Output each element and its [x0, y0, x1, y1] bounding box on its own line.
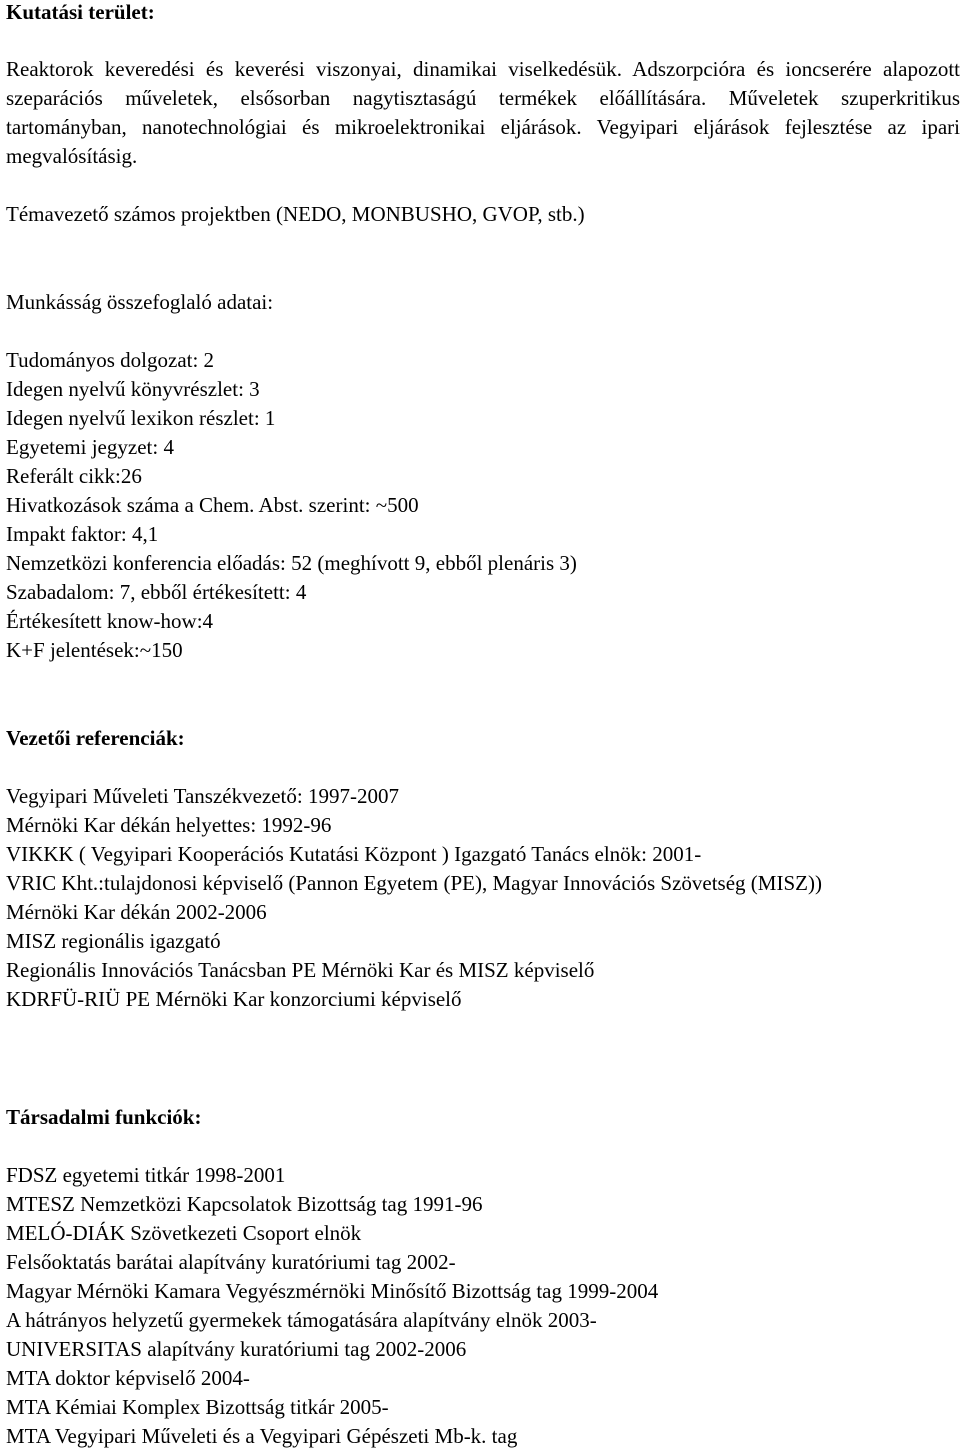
summary-section	[6, 288, 960, 317]
list-item: Hivatkozások száma a Chem. Abst. szerint: ~500	[6, 493, 419, 517]
research-paragraph-block	[6, 55, 960, 171]
list-item: MTA Vegyipari Műveleti és a Vegyipari Gépészeti Mb-k. tag	[6, 1424, 518, 1448]
research-section	[6, 0, 960, 27]
leadership-list	[6, 782, 960, 1014]
list-item: Idegen nyelvű könyvrészlet: 3	[6, 377, 260, 401]
list-item: MELÓ-DIÁK Szövetkezeti Csoport elnök	[6, 1221, 362, 1245]
research-projects-block	[6, 200, 960, 229]
list-item: Értékesített know-how:4	[6, 609, 214, 633]
list-item: Idegen nyelvű lexikon részlet: 1	[6, 406, 276, 430]
list-item: Tudományos dolgozat: 2	[6, 348, 215, 372]
summary-list	[6, 346, 960, 665]
leadership-section	[6, 724, 960, 753]
list-item: Impakt faktor: 4,1	[6, 522, 159, 546]
research-projects: Témavezető számos projektben (NEDO, MONBUSHO, GVOP, stb.)	[6, 202, 585, 226]
list-item: MTA Kémiai Komplex Bizottság titkár 2005-	[6, 1395, 389, 1419]
list-item: Referált cikk:26	[6, 464, 142, 488]
list-item: MISZ regionális igazgató	[6, 929, 221, 953]
list-item: Magyar Mérnöki Kamara Vegyészmérnöki Minősítő Bizottság tag 1999-2004	[6, 1279, 659, 1303]
list-item: MTESZ Nemzetközi Kapcsolatok Bizottság tag 1991-96	[6, 1192, 483, 1216]
list-item: Regionális Innovációs Tanácsban PE Mérnöki Kar és MISZ képviselő	[6, 958, 595, 982]
list-item: Vegyipari Műveleti Tanszékvezető: 1997-2007	[6, 784, 399, 808]
list-item: A hátrányos helyzetű gyermekek támogatására alapítvány elnök 2003-	[6, 1308, 597, 1332]
social-section	[6, 1103, 960, 1132]
research-paragraph: Reaktorok keveredési és keverési viszonyai, dinamikai viselkedésük. Adszorpcióra és ioncserére alapozott szeparációs műveletek, elsősorban nagytisztaságú termékek előállítására. Műveletek szuperkritikus tartományban, nanotechnológiai és mikroelektronikai eljárások. Vegyipari eljárások fejlesztése az ipari megvalósításig.	[6, 57, 960, 168]
list-item: Szabadalom: 7, ebből értékesített: 4	[6, 580, 307, 604]
summary-heading: Munkásság összefoglaló adatai:	[6, 290, 274, 314]
research-heading: Kutatási terület:	[6, 0, 155, 24]
list-item: VIKKK ( Vegyipari Kooperációs Kutatási Központ ) Igazgató Tanács elnök: 2001-	[6, 842, 702, 866]
social-list	[6, 1161, 960, 1451]
list-item: Egyetemi jegyzet: 4	[6, 435, 174, 459]
list-item: K+F jelentések:~150	[6, 638, 183, 662]
list-item: Mérnöki Kar dékán helyettes: 1992-96	[6, 813, 332, 837]
list-item: VRIC Kht.:tulajdonosi képviselő (Pannon Egyetem (PE), Magyar Innovációs Szövetség (MISZ))	[6, 871, 822, 895]
social-heading: Társadalmi funkciók:	[6, 1105, 202, 1129]
list-item: KDRFÜ-RIÜ PE Mérnöki Kar konzorciumi képviselő	[6, 987, 462, 1011]
list-item: MTA doktor képviselő 2004-	[6, 1366, 250, 1390]
list-item: UNIVERSITAS alapítvány kuratóriumi tag 2002-2006	[6, 1337, 467, 1361]
leadership-heading: Vezetői referenciák:	[6, 726, 185, 750]
list-item: Mérnöki Kar dékán 2002-2006	[6, 900, 267, 924]
list-item: Felsőoktatás barátai alapítvány kuratóriumi tag 2002-	[6, 1250, 456, 1274]
list-item: Nemzetközi konferencia előadás: 52 (meghívott 9, ebből plenáris 3)	[6, 551, 577, 575]
list-item: FDSZ egyetemi titkár 1998-2001	[6, 1163, 286, 1187]
